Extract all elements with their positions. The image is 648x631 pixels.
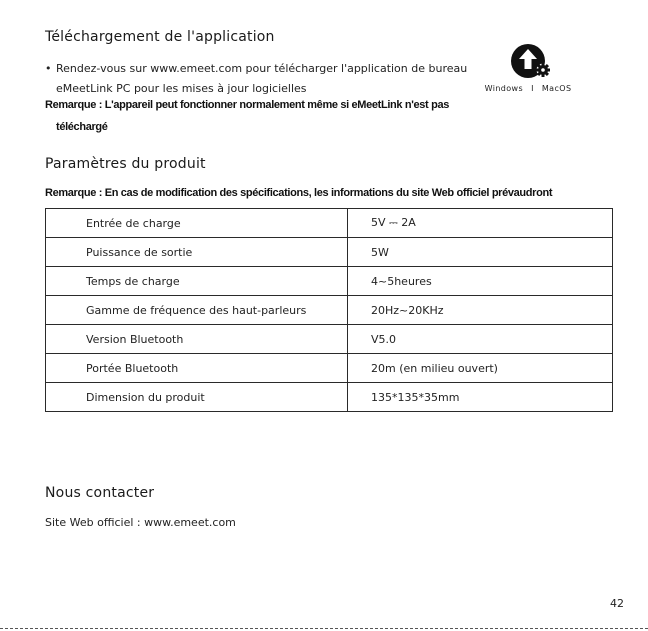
spec-table xyxy=(45,208,613,412)
download-note-line-2: téléchargé xyxy=(56,121,108,133)
platform-list xyxy=(468,84,588,93)
spec-value: 4~5heures xyxy=(348,267,613,296)
spec-label: Version Bluetooth xyxy=(46,325,348,354)
table-row xyxy=(46,209,613,238)
spec-value: 20Hz~20KHz xyxy=(348,296,613,325)
spec-label: Entrée de charge xyxy=(46,209,348,238)
contact-section-title: Nous contacter xyxy=(45,485,155,501)
spec-label: Puissance de sortie xyxy=(46,238,348,267)
spec-value: 20m (en milieu ouvert) xyxy=(348,354,613,383)
spec-value: V5.0 xyxy=(348,325,613,354)
spec-value: 135*135*35mm xyxy=(348,383,613,412)
platform-separator: I xyxy=(531,84,534,93)
table-row xyxy=(46,354,613,383)
platform-macos: MacOS xyxy=(541,84,572,93)
bottom-divider xyxy=(0,628,648,629)
spec-label: Dimension du produit xyxy=(46,383,348,412)
download-section-title: Téléchargement de l'application xyxy=(45,29,275,45)
download-note-line-1: Remarque : L'appareil peut fonctionner normalement même si eMeetLink n'est pas xyxy=(45,99,449,111)
table-row xyxy=(46,325,613,354)
download-instruction-text: Rendez-vous sur www.emeet.com pour télécharger l'application de bureau xyxy=(56,62,468,75)
upload-cloud-gear-icon xyxy=(508,42,552,80)
spec-value: 5W xyxy=(348,238,613,267)
download-instruction-line-1 xyxy=(45,59,467,79)
page-number: 42 xyxy=(610,597,624,610)
bullet-marker: • xyxy=(45,62,52,75)
spec-value: 5V ⎓ 2A xyxy=(348,209,613,238)
spec-label: Gamme de fréquence des haut-parleurs xyxy=(46,296,348,325)
table-row xyxy=(46,267,613,296)
table-row xyxy=(46,383,613,412)
platform-windows: Windows xyxy=(484,84,524,93)
download-instruction-line-2: eMeetLink PC pour les mises à jour logicielles xyxy=(56,82,307,95)
spec-label: Temps de charge xyxy=(46,267,348,296)
spec-label: Portée Bluetooth xyxy=(46,354,348,383)
table-row xyxy=(46,296,613,325)
table-row xyxy=(46,238,613,267)
params-section-title: Paramètres du produit xyxy=(45,156,206,172)
params-note: Remarque : En cas de modification des spécifications, les informations du site Web officiel prévaudront xyxy=(45,187,553,199)
contact-website: Site Web officiel : www.emeet.com xyxy=(45,516,236,529)
